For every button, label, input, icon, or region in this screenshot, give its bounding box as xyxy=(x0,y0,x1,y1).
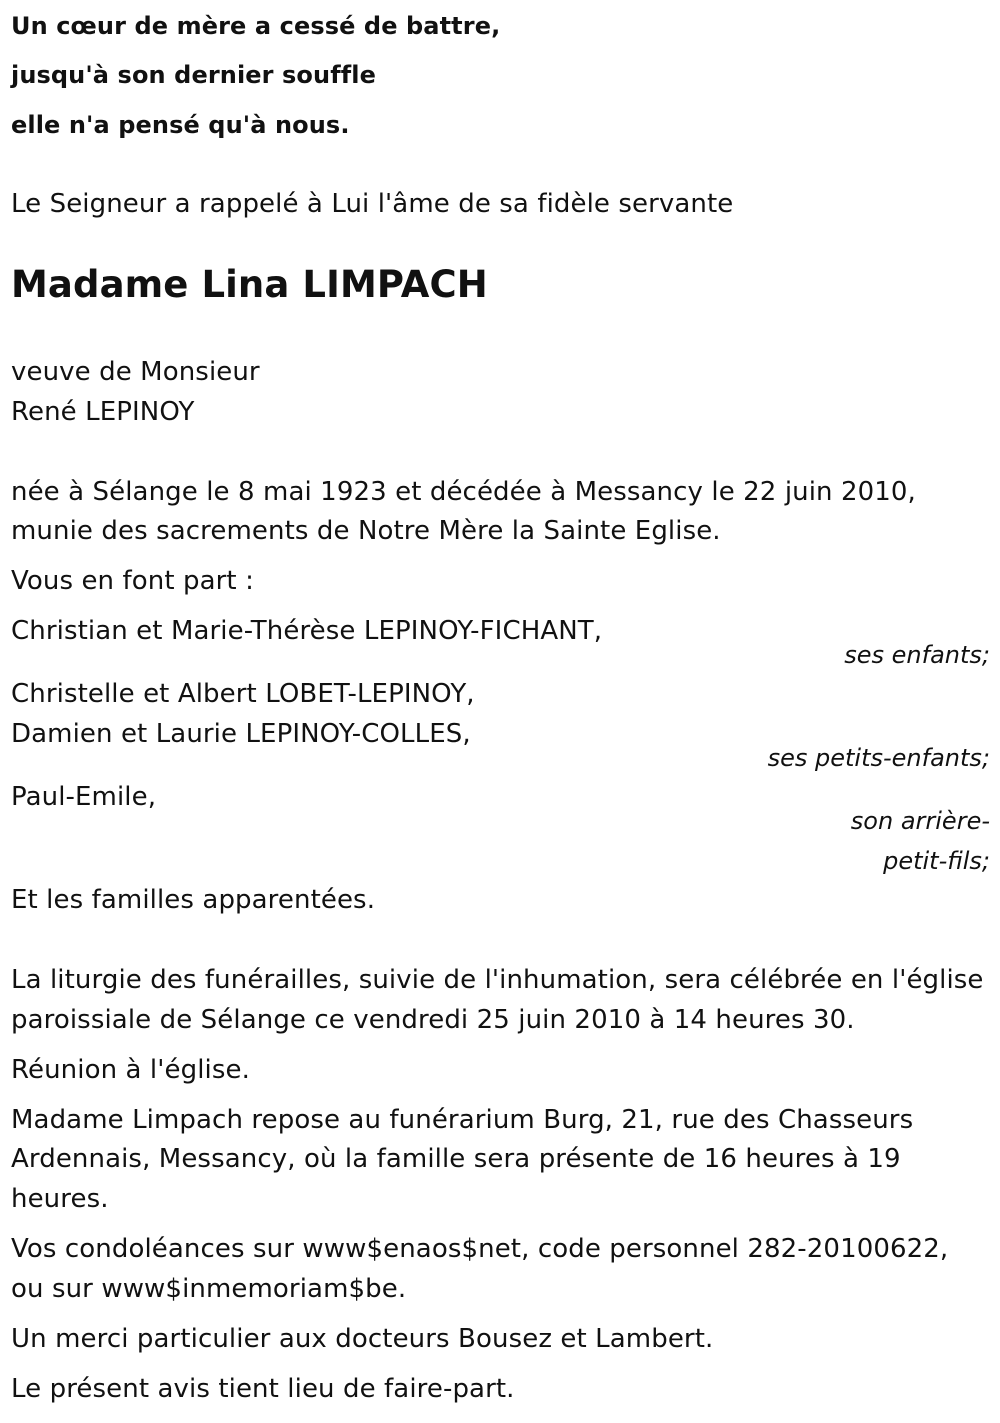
meeting-text: Réunion à l'église. xyxy=(11,1055,250,1085)
funerarium-line-3: heures. xyxy=(11,1184,109,1214)
deceased-name: Madame Lina LIMPACH xyxy=(11,263,488,306)
funerarium-line-2: Ardennais, Messancy, où la famille sera présente de 16 heures à 19 xyxy=(11,1144,901,1174)
children-label: ses enfants; xyxy=(844,641,990,669)
poem-line-2: jusqu'à son dernier souffle xyxy=(11,61,376,89)
intro-text: Le Seigneur a rappelé à Lui l'âme de sa fidèle servante xyxy=(11,189,734,219)
poem-line-1: Un cœur de mère a cessé de battre, xyxy=(11,12,501,40)
widow-line-2: René LEPINOY xyxy=(11,397,195,427)
liturgy-line-1: La liturgie des funérailles, suivie de l'inhumation, sera célébrée en l'église xyxy=(11,965,984,995)
greatgrandchild-label-line-1: son arrière- xyxy=(850,807,990,835)
relatives-text: Et les familles apparentées. xyxy=(11,885,376,915)
condolences-line-1: Vos condoléances sur www$enaos$net, code personnel 282-20100622, xyxy=(11,1234,949,1264)
grandchildren-line-2: Damien et Laurie LEPINOY-COLLES, xyxy=(11,719,471,749)
children-names: Christian et Marie-Thérèse LEPINOY-FICHANT, xyxy=(11,616,603,646)
announce-text: Vous en font part : xyxy=(11,566,254,596)
greatgrandchild-label-line-2: petit-fils; xyxy=(883,847,990,875)
funerarium-line-1: Madame Limpach repose au funérarium Burg, 21, rue des Chasseurs xyxy=(11,1105,914,1135)
condolences-line-2: ou sur www$inmemoriam$be. xyxy=(11,1274,407,1304)
poem-line-3: elle n'a pensé qu'à nous. xyxy=(11,111,350,139)
thanks-text: Un merci particulier aux docteurs Bousez et Lambert. xyxy=(11,1324,714,1354)
widow-line-1: veuve de Monsieur xyxy=(11,357,260,387)
greatgrandchild-name: Paul-Emile, xyxy=(11,782,157,812)
closing-text: Le présent avis tient lieu de faire-part. xyxy=(11,1374,515,1404)
grandchildren-line-1: Christelle et Albert LOBET-LEPINOY, xyxy=(11,679,475,709)
birth-death-line-1: née à Sélange le 8 mai 1923 et décédée à Messancy le 22 juin 2010, xyxy=(11,477,916,507)
grandchildren-label: ses petits-enfants; xyxy=(767,744,990,772)
birth-death-line-2: munie des sacrements de Notre Mère la Sainte Eglise. xyxy=(11,516,721,546)
liturgy-line-2: paroissiale de Sélange ce vendredi 25 juin 2010 à 14 heures 30. xyxy=(11,1005,855,1035)
